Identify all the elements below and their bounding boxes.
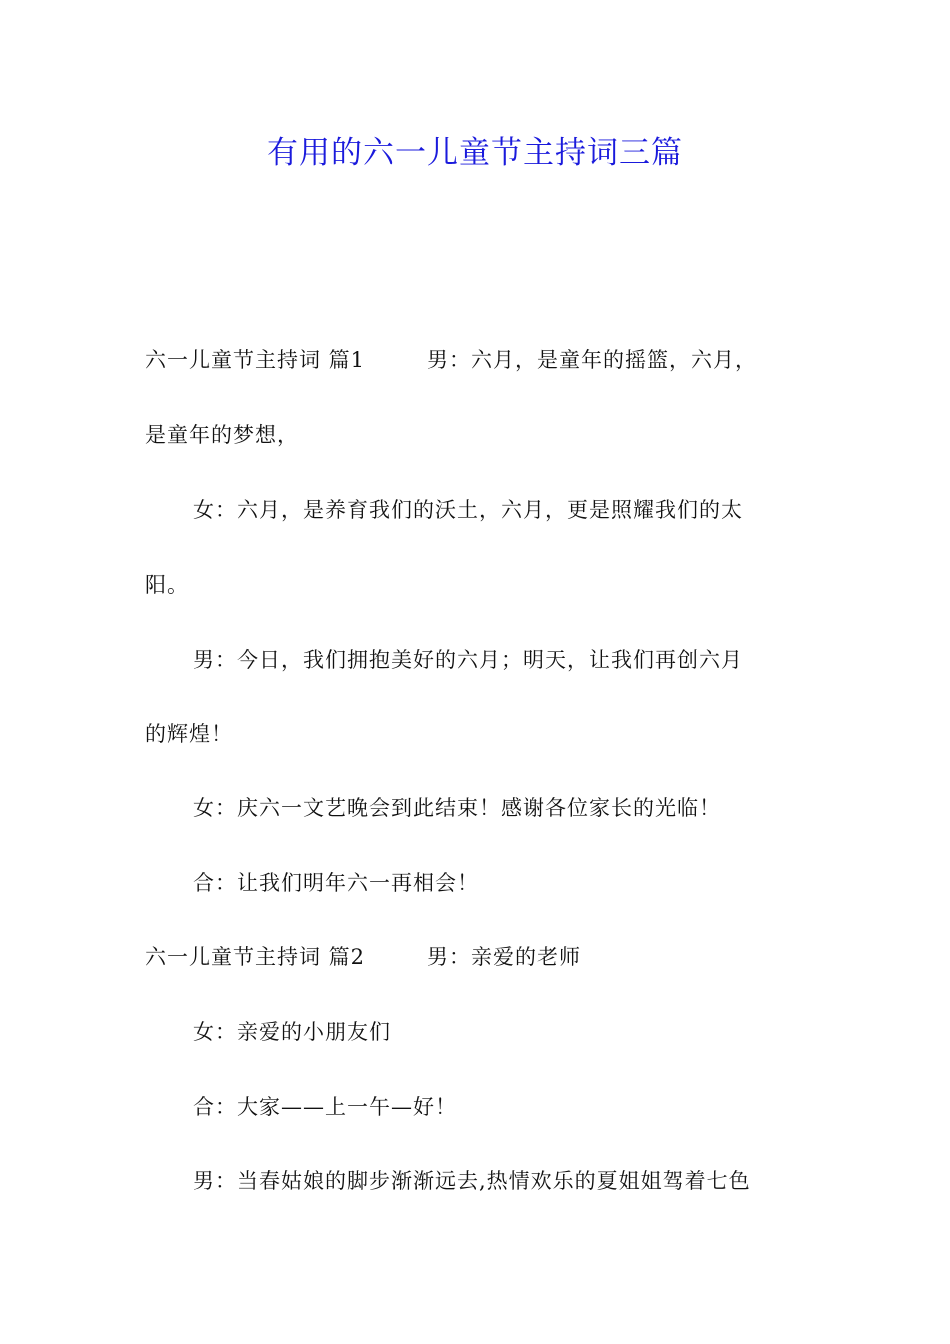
paragraph-line <box>145 345 757 375</box>
line-text: 男：亲爱的老师 <box>427 945 582 969</box>
section-heading: 六一儿童节主持词 篇1 <box>145 348 366 372</box>
section-heading: 六一儿童节主持词 篇2 <box>145 945 366 969</box>
paragraph-line: 女：庆六一文艺晚会到此结束！感谢各位家长的光临！ <box>193 796 721 820</box>
paragraph-line: 男：当春姑娘的脚步渐渐远去,热情欢乐的夏姐姐驾着七色 <box>193 1169 751 1193</box>
paragraph-line: 阳。 <box>145 573 189 597</box>
line-text: 男：六月，是童年的摇篮，六月， <box>427 348 758 372</box>
document-title: 有用的六一儿童节主持词三篇 <box>267 135 683 171</box>
paragraph-line: 女：亲爱的小朋友们 <box>193 1020 391 1044</box>
paragraph-line: 的辉煌！ <box>145 722 233 746</box>
paragraph-line: 合：让我们明年六一再相会！ <box>193 871 479 895</box>
paragraph-line: 合：大家——上一午—好！ <box>193 1095 457 1119</box>
paragraph-line: 是童年的梦想， <box>145 423 299 447</box>
paragraph-line: 女：六月，是养育我们的沃土，六月，更是照耀我们的太 <box>193 498 743 522</box>
paragraph-line: 男：今日，我们拥抱美好的六月；明天，让我们再创六月 <box>193 648 743 672</box>
paragraph-line <box>145 942 581 972</box>
